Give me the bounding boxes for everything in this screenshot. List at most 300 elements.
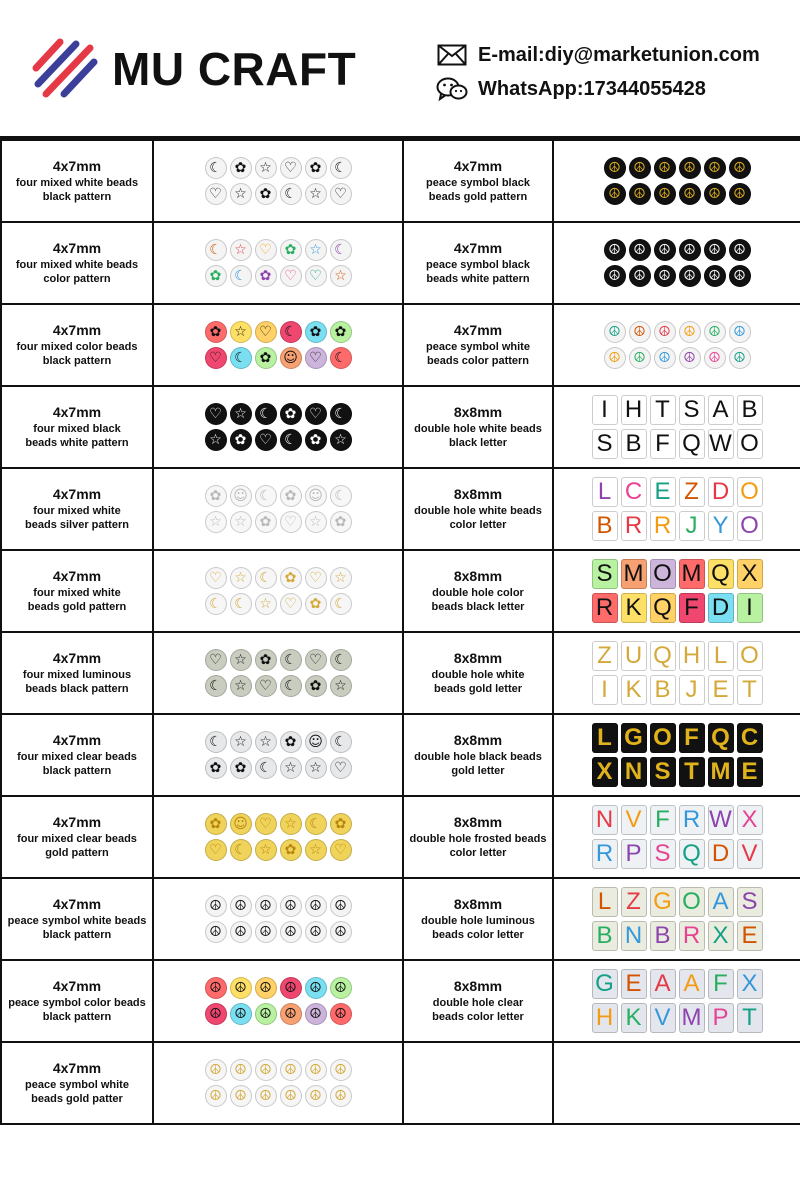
- bead: ✿: [280, 839, 302, 861]
- bead: ☮: [604, 239, 626, 261]
- product-label-cell: [1, 468, 153, 550]
- product-description: peace symbol color beads: [8, 996, 146, 1009]
- letter-bead: E: [737, 921, 763, 951]
- letter-bead: Z: [621, 887, 647, 917]
- letter-bead: F: [679, 723, 705, 753]
- bead: ☾: [280, 649, 302, 671]
- letter-bead: S: [737, 887, 763, 917]
- bead: ☮: [704, 239, 726, 261]
- product-image-cell: [553, 796, 800, 878]
- bead-row: [592, 921, 763, 951]
- product-row: [1, 550, 800, 632]
- product-row: [1, 878, 800, 960]
- letter-bead: Q: [650, 641, 676, 671]
- product-label: [404, 977, 552, 1026]
- bead: ☮: [629, 157, 651, 179]
- product-image-cell: [153, 714, 403, 796]
- product-description: four mixed white beads: [15, 176, 139, 189]
- bead-row: [592, 1003, 763, 1033]
- letter-bead: M: [679, 1003, 705, 1033]
- bead-row: [205, 921, 352, 943]
- product-description: peace symbol white beads: [7, 914, 147, 927]
- letter-bead: S: [650, 757, 676, 787]
- empty-cell: [403, 1042, 553, 1124]
- bead: ✿: [255, 265, 277, 287]
- bead: ☆: [255, 157, 277, 179]
- product-image-cell: [153, 140, 403, 222]
- bead-row: [205, 593, 352, 615]
- bead: ♡: [205, 183, 227, 205]
- letter-bead: F: [650, 429, 676, 459]
- bead: ☮: [255, 1059, 277, 1081]
- letter-bead: L: [592, 723, 618, 753]
- bead-sample-image: [205, 1059, 352, 1107]
- bead: ☾: [230, 265, 252, 287]
- product-row: [1, 796, 800, 878]
- bead: ☮: [205, 1085, 227, 1107]
- bead: ☮: [230, 1003, 252, 1025]
- bead: ☮: [729, 239, 751, 261]
- product-label-cell: [1, 878, 153, 960]
- product-label-cell: [1, 960, 153, 1042]
- product-image-cell: [553, 960, 800, 1042]
- product-size: 4x7mm: [52, 239, 102, 256]
- product-size: 4x7mm: [453, 157, 503, 174]
- product-label: [2, 731, 152, 780]
- bead: ☮: [629, 183, 651, 205]
- bead: ☆: [230, 649, 252, 671]
- product-label: [404, 157, 552, 206]
- whatsapp-row: [436, 72, 760, 106]
- letter-bead: O: [737, 641, 763, 671]
- product-size: 4x7mm: [52, 731, 102, 748]
- bead-row: [205, 813, 352, 835]
- bead: ☆: [230, 239, 252, 261]
- letter-bead: M: [679, 559, 705, 589]
- bead: ☆: [305, 239, 327, 261]
- letter-bead: X: [737, 805, 763, 835]
- product-label: [2, 649, 152, 698]
- bead: ☮: [205, 1003, 227, 1025]
- bead-sample-image: [592, 887, 763, 951]
- product-label: [404, 731, 552, 780]
- bead-row: [592, 723, 763, 753]
- bead: ☮: [654, 183, 676, 205]
- letter-bead: T: [650, 395, 676, 425]
- letter-bead: T: [679, 757, 705, 787]
- product-label-cell: [1, 550, 153, 632]
- product-description: double hole color: [432, 586, 524, 599]
- bead: ☮: [255, 895, 277, 917]
- bead: ☺: [230, 485, 252, 507]
- letter-bead: L: [592, 887, 618, 917]
- product-description: four mixed white beads: [15, 258, 139, 271]
- bead: ☆: [330, 567, 352, 589]
- bead: ☮: [305, 1085, 327, 1107]
- letter-bead: B: [621, 429, 647, 459]
- bead: ✿: [280, 731, 302, 753]
- bead: ✿: [305, 593, 327, 615]
- bead-sample-image: [205, 321, 352, 369]
- bead: ☆: [230, 403, 252, 425]
- product-size: 4x7mm: [52, 403, 102, 420]
- bead: ♡: [305, 567, 327, 589]
- bead-row: [592, 839, 763, 869]
- bead: ☮: [604, 265, 626, 287]
- product-description: four mixed white: [33, 586, 121, 599]
- bead: ☮: [704, 157, 726, 179]
- product-image-cell: [153, 386, 403, 468]
- bead-sample-image: [205, 649, 352, 697]
- bead: ☮: [305, 1003, 327, 1025]
- letter-bead: R: [679, 805, 705, 835]
- letter-bead: A: [708, 887, 734, 917]
- bead: ☆: [305, 839, 327, 861]
- letter-bead: O: [679, 887, 705, 917]
- product-image-cell: [553, 386, 800, 468]
- bead: ☮: [280, 1085, 302, 1107]
- bead-sample-image: [205, 813, 352, 861]
- bead: ☮: [704, 321, 726, 343]
- bead: ☆: [305, 183, 327, 205]
- bead: ☮: [330, 1085, 352, 1107]
- bead: ✿: [205, 321, 227, 343]
- letter-bead: F: [679, 593, 705, 623]
- bead-row: [592, 969, 763, 999]
- product-description: black pattern: [42, 765, 112, 778]
- letter-bead: C: [621, 477, 647, 507]
- bead: ♡: [305, 347, 327, 369]
- letter-bead: U: [621, 641, 647, 671]
- product-description: peace symbol black: [426, 258, 530, 271]
- letter-bead: Z: [592, 641, 618, 671]
- product-description: four mixed clear beads: [17, 750, 137, 763]
- bead: ♡: [330, 839, 352, 861]
- bead: ☾: [280, 429, 302, 451]
- letter-bead: S: [650, 839, 676, 869]
- product-image-cell: [153, 1042, 403, 1124]
- bead-row: [205, 157, 352, 179]
- product-image-cell: [553, 468, 800, 550]
- product-description: color letter: [449, 847, 507, 860]
- product-table: [0, 139, 800, 1125]
- product-description: gold letter: [451, 765, 505, 778]
- letter-bead: B: [592, 921, 618, 951]
- bead: ☮: [305, 921, 327, 943]
- header: [0, 0, 800, 136]
- bead: ✿: [255, 183, 277, 205]
- bead-row: [592, 559, 763, 589]
- bead: ☾: [205, 675, 227, 697]
- letter-bead: R: [679, 921, 705, 951]
- email-row: [436, 38, 760, 72]
- bead: ☮: [230, 921, 252, 943]
- bead: ☮: [729, 157, 751, 179]
- bead: ♡: [280, 265, 302, 287]
- bead-row: [205, 839, 352, 861]
- bead-sample-image: [592, 723, 763, 787]
- letter-bead: H: [592, 1003, 618, 1033]
- bead: ☆: [255, 839, 277, 861]
- product-description: color pattern: [43, 273, 111, 286]
- bead: ☆: [205, 429, 227, 451]
- letter-bead: S: [592, 559, 618, 589]
- bead: ♡: [255, 675, 277, 697]
- product-image-cell: [153, 878, 403, 960]
- bead: ♡: [205, 403, 227, 425]
- bead: ☾: [280, 675, 302, 697]
- product-description: double hole white beads: [414, 422, 542, 435]
- letter-bead: N: [621, 921, 647, 951]
- bead: ✿: [280, 485, 302, 507]
- product-description: black pattern: [42, 355, 112, 368]
- product-description: double hole clear: [432, 996, 524, 1009]
- product-size: 8x8mm: [453, 731, 503, 748]
- bead: ✿: [255, 511, 277, 533]
- bead: ☾: [205, 239, 227, 261]
- product-description: black pattern: [42, 191, 112, 204]
- letter-bead: X: [708, 921, 734, 951]
- product-image-cell: [553, 550, 800, 632]
- contact-info: [436, 38, 760, 106]
- product-size: 8x8mm: [453, 567, 503, 584]
- bead: ♡: [280, 593, 302, 615]
- product-size: 8x8mm: [453, 813, 503, 830]
- bead: ✿: [330, 321, 352, 343]
- letter-bead: J: [679, 511, 705, 541]
- letter-bead: L: [592, 477, 618, 507]
- bead: ☾: [305, 813, 327, 835]
- product-description: black pattern: [42, 929, 112, 942]
- product-label: [2, 813, 152, 862]
- bead: ♡: [205, 347, 227, 369]
- email-text[interactable]: E-mail:diy@marketunion.com: [478, 43, 760, 66]
- bead: ♡: [330, 757, 352, 779]
- product-description: four mixed clear beads: [17, 832, 137, 845]
- bead: ☮: [280, 977, 302, 999]
- product-description: beads gold letter: [433, 683, 523, 696]
- bead-sample-image: [205, 731, 352, 779]
- bead: ☮: [729, 321, 751, 343]
- product-description: four mixed black: [33, 422, 121, 435]
- product-description: beads black letter: [431, 601, 525, 614]
- product-label-cell: [403, 222, 553, 304]
- bead: ☆: [330, 429, 352, 451]
- bead-row: [205, 239, 352, 261]
- bead: ♡: [255, 321, 277, 343]
- letter-bead: E: [708, 675, 734, 705]
- bead: ☾: [230, 593, 252, 615]
- bead-row: [205, 321, 352, 343]
- bead-row: [604, 265, 751, 287]
- product-grid: [0, 136, 800, 1200]
- product-description: black pattern: [42, 1011, 112, 1024]
- bead-row: [604, 347, 751, 369]
- bead-row: [604, 239, 751, 261]
- letter-bead: O: [650, 559, 676, 589]
- bead: ☮: [205, 921, 227, 943]
- bead: ☮: [205, 895, 227, 917]
- letter-bead: R: [650, 511, 676, 541]
- bead: ☆: [230, 511, 252, 533]
- letter-bead: K: [621, 593, 647, 623]
- letter-bead: O: [737, 429, 763, 459]
- bead: ☾: [205, 593, 227, 615]
- letter-bead: G: [650, 887, 676, 917]
- product-image-cell: [153, 468, 403, 550]
- bead: ☮: [330, 1059, 352, 1081]
- product-row: [1, 632, 800, 714]
- bead-row: [205, 895, 352, 917]
- product-label: [2, 977, 152, 1026]
- product-size: 8x8mm: [453, 485, 503, 502]
- product-image-cell: [153, 550, 403, 632]
- product-row: [1, 714, 800, 796]
- product-label: [404, 813, 552, 862]
- bead-row: [604, 321, 751, 343]
- product-size: 4x7mm: [453, 239, 503, 256]
- bead: ✿: [230, 429, 252, 451]
- product-label-cell: [403, 796, 553, 878]
- bead: ☆: [230, 321, 252, 343]
- bead: ☾: [255, 567, 277, 589]
- letter-bead: N: [621, 757, 647, 787]
- letter-bead: I: [592, 675, 618, 705]
- bead: ☮: [729, 347, 751, 369]
- bead: ☮: [330, 895, 352, 917]
- bead-row: [205, 183, 352, 205]
- bead-row: [592, 477, 763, 507]
- bead-row: [205, 1059, 352, 1081]
- product-label: [404, 485, 552, 534]
- letter-bead: G: [592, 969, 618, 999]
- bead-sample-image: [205, 485, 352, 533]
- bead: ☾: [255, 403, 277, 425]
- letter-bead: E: [650, 477, 676, 507]
- bead: ☮: [230, 977, 252, 999]
- product-size: 4x7mm: [52, 485, 102, 502]
- letter-bead: B: [737, 395, 763, 425]
- product-label-cell: [403, 960, 553, 1042]
- bead: ☆: [330, 265, 352, 287]
- bead-sample-image: [205, 895, 352, 943]
- product-label: [404, 895, 552, 944]
- bead: ☆: [230, 675, 252, 697]
- bead: ☮: [704, 265, 726, 287]
- bead: ✿: [205, 485, 227, 507]
- bead: ☮: [305, 1059, 327, 1081]
- bead-sample-image: [592, 969, 763, 1033]
- product-size: 8x8mm: [453, 649, 503, 666]
- bead: ☾: [330, 347, 352, 369]
- product-description: four mixed white: [33, 504, 121, 517]
- bead-row: [604, 183, 751, 205]
- product-label-cell: [403, 386, 553, 468]
- letter-bead: Q: [650, 593, 676, 623]
- bead: ☮: [679, 321, 701, 343]
- bead: ☾: [255, 485, 277, 507]
- letter-bead: Y: [708, 511, 734, 541]
- product-description: double hole black beads: [414, 750, 542, 763]
- bead: ☾: [330, 731, 352, 753]
- bead-row: [592, 757, 763, 787]
- product-image-cell: [553, 140, 800, 222]
- bead: ☆: [305, 511, 327, 533]
- bead-row: [592, 429, 763, 459]
- product-description: color letter: [449, 519, 507, 532]
- logo-icon: [32, 38, 98, 98]
- product-label: [2, 1059, 152, 1108]
- bead: ☮: [205, 977, 227, 999]
- whatsapp-text[interactable]: WhatsApp:17344055428: [478, 77, 706, 100]
- bead-row: [205, 757, 352, 779]
- product-label-cell: [1, 796, 153, 878]
- letter-bead: Q: [708, 559, 734, 589]
- letter-bead: H: [621, 395, 647, 425]
- brand-name: MU CRAFT: [112, 43, 357, 95]
- letter-bead: P: [621, 839, 647, 869]
- bead: ♡: [305, 265, 327, 287]
- letter-bead: B: [650, 921, 676, 951]
- bead: ♡: [255, 429, 277, 451]
- bead: ☮: [280, 895, 302, 917]
- bead: ♡: [255, 813, 277, 835]
- letter-bead: Q: [679, 429, 705, 459]
- bead-sample-image: [604, 157, 751, 205]
- letter-bead: W: [709, 430, 732, 457]
- letter-bead: T: [737, 675, 763, 705]
- mail-icon: [436, 42, 468, 68]
- product-image-cell: [553, 714, 800, 796]
- bead: ✿: [280, 239, 302, 261]
- bead: ♡: [280, 157, 302, 179]
- product-description: double hole frosted beads: [409, 832, 547, 845]
- bead: ✿: [305, 429, 327, 451]
- bead: ☮: [280, 1003, 302, 1025]
- product-row: [1, 1042, 800, 1124]
- product-row: [1, 222, 800, 304]
- product-description: beads gold pattern: [428, 191, 528, 204]
- letter-bead: W: [709, 806, 732, 833]
- product-image-cell: [553, 878, 800, 960]
- letter-bead: O: [737, 511, 763, 541]
- product-description: double hole white beads: [414, 504, 542, 517]
- letter-bead: S: [592, 429, 618, 459]
- bead: ☮: [230, 1085, 252, 1107]
- bead: ☺: [280, 347, 302, 369]
- bead: ☮: [654, 321, 676, 343]
- letter-bead: M: [621, 559, 647, 589]
- bead: ♡: [330, 183, 352, 205]
- bead: ☮: [604, 157, 626, 179]
- bead: ☮: [255, 1085, 277, 1107]
- letter-bead: R: [592, 593, 618, 623]
- bead-row: [205, 649, 352, 671]
- letter-bead: D: [708, 593, 734, 623]
- bead-row: [205, 731, 352, 753]
- product-description: gold pattern: [45, 847, 109, 860]
- product-label: [2, 485, 152, 534]
- bead: ✿: [305, 321, 327, 343]
- product-label: [404, 239, 552, 288]
- letter-bead: X: [737, 969, 763, 999]
- bead: ☮: [230, 1059, 252, 1081]
- bead: ☾: [330, 239, 352, 261]
- product-size: 4x7mm: [52, 157, 102, 174]
- letter-bead: A: [650, 969, 676, 999]
- bead-sample-image: [592, 641, 763, 705]
- bead: ☮: [330, 921, 352, 943]
